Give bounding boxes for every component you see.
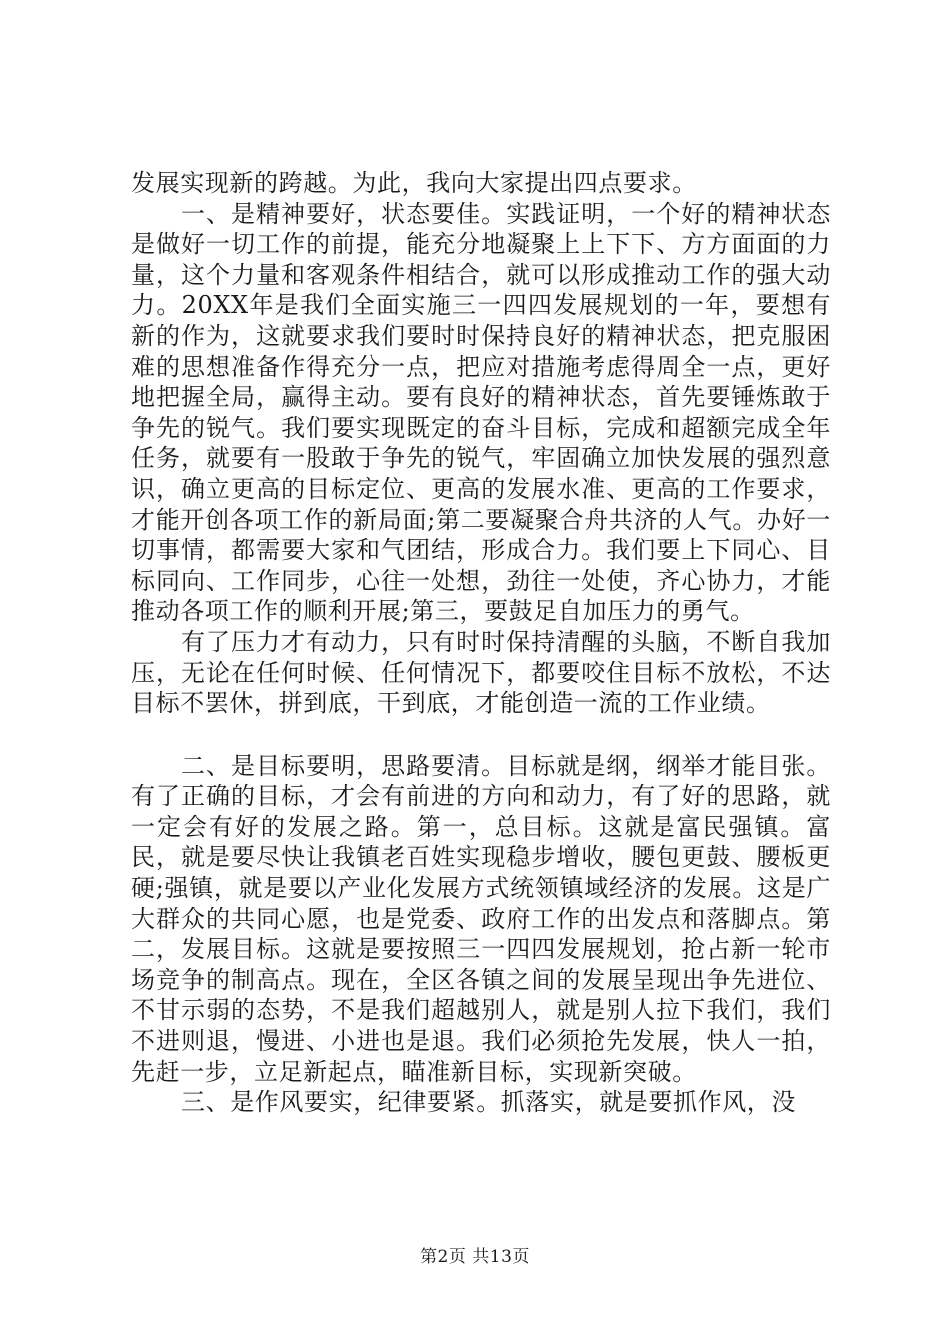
- paragraph-continuation: 发展实现新的跨越。为此，我向大家提出四点要求。: [131, 169, 697, 197]
- document-body: [131, 168, 831, 1118]
- paragraph-goals: 二、是目标要明，思路要清。目标就是纲，纲举才能目张。有了正确的目标，才会有前进的方向和动力，有了好的思路，就一定会有好的发展之路。第一，总目标。这就是富民强镇。富民，就是要尽快让我镇老百姓实现稳步增收，腰包更鼓、腰板更硬;强镇，就是要以产业化发展方式统领镇域经济的发展。这是广大群众的共同心愿，也是党委、政府工作的出发点和落脚点。第二，发展目标。这就是要按照三一四四发展规划，抢占新一轮市场竞争的制高点。现在，全区各镇之间的发展呈现出争先进位、不甘示弱的态势，不是我们超越别人，就是别人拉下我们，我们不进则退，慢进、小进也是退。我们必须抢先发展，快人一拍，先赶一步，立足新起点，瞄准新目标，实现新突破。: [131, 751, 831, 1086]
- page-number: 第2页 共13页: [420, 1247, 530, 1267]
- paragraph-spirit: 一、是精神要好，状态要佳。实践证明，一个好的精神状态是做好一切工作的前提，能充分地凝聚上上下下、方方面面的力量，这个力量和客观条件相结合，就可以形成推动工作的强大动力。20XX年是我们全面实施三一四四发展规划的一年，要想有新的作为，这就要求我们要时时保持良好的精神状态，把克服困难的思想准备作得充分一点，把应对措施考虑得周全一点，更好地把握全局，赢得主动。要有良好的精神状态，首先要锤炼敢于争先的锐气。我们要实现既定的奋斗目标，完成和超额完成全年任务，就要有一股敢于争先的锐气，牢固确立加快发展的强烈意识，确立更高的目标定位、更高的发展水准、更高的工作要求，才能开创各项工作的新局面;第二要凝聚合舟共济的人气。办好一切事情，都需要大家和气团结，形成合力。我们要上下同心、目标同向、工作同步，心往一处想，劲往一处使，齐心协力，才能推动各项工作的顺利开展;第三，要鼓足自加压力的勇气。: [131, 199, 831, 626]
- paragraph-pressure: 有了压力才有动力，只有时时保持清醒的头脑，不断自我加压，无论在任何时候、任何情况下，都要咬住目标不放松，不达目标不罢休，拼到底，干到底，才能创造一流的工作业绩。: [131, 627, 831, 718]
- paragraph-style: 三、是作风要实，纪律要紧。抓落实，就是要抓作风，没: [181, 1088, 796, 1117]
